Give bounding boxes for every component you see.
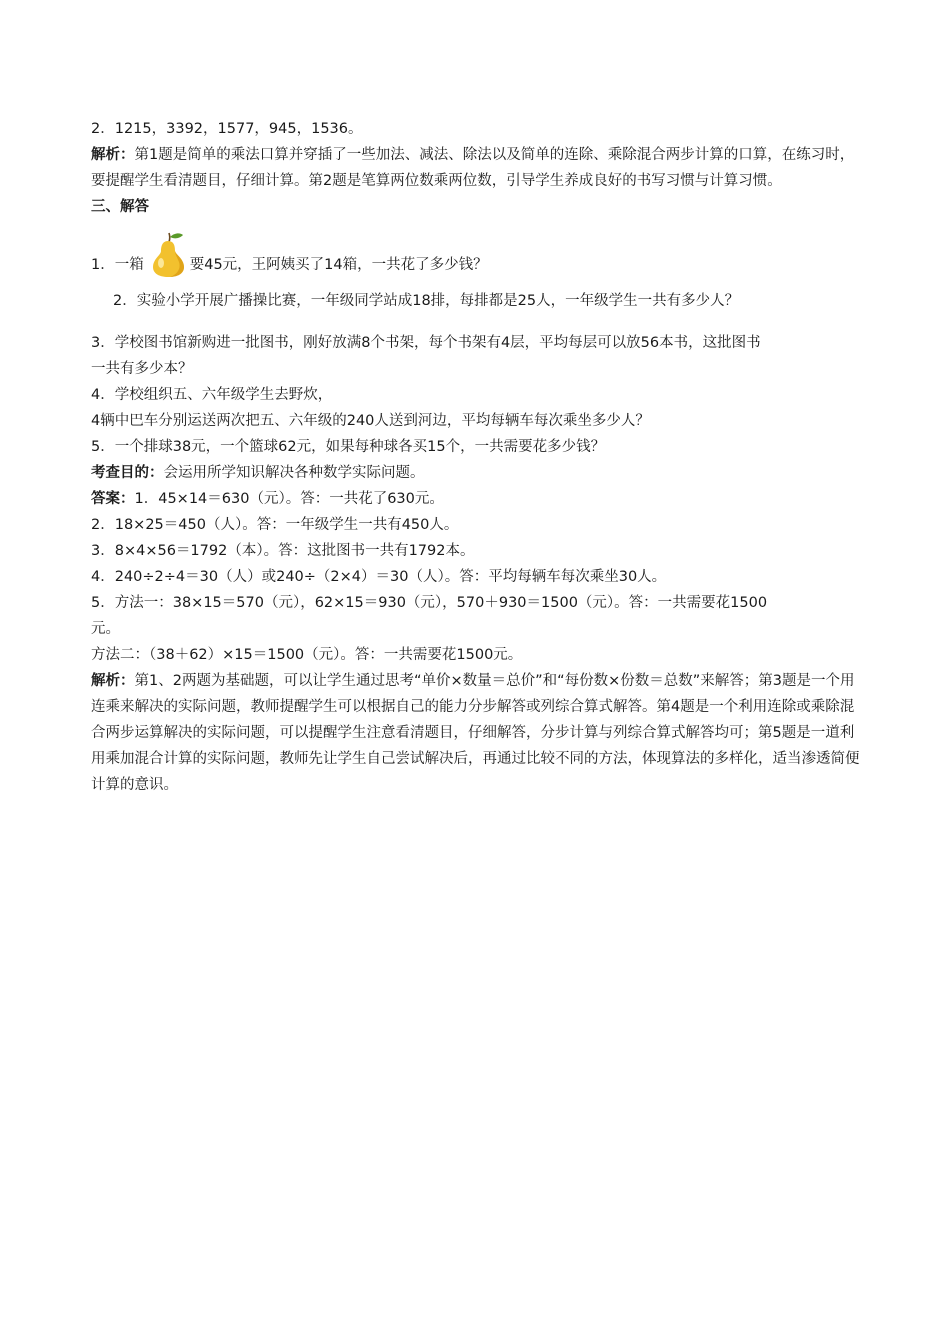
answer-5-method-2: 方法二：（38＋62）×15＝1500（元）。答：一共需要花1500元。 xyxy=(91,647,523,663)
answer-2: 2．18×25＝450（人）。答：一年级学生一共有450人。 xyxy=(91,517,459,533)
answer-3: 3．8×4×56＝1792（本）。答：这批图书一共有1792本。 xyxy=(91,543,475,559)
question-1 xyxy=(91,220,861,280)
pear-icon xyxy=(148,230,188,278)
section3-analysis xyxy=(91,668,861,798)
question-1-prefix: 1．一箱 xyxy=(91,257,144,273)
question-4-line-1: 4．学校组织五、六年级学生去野炊， xyxy=(91,387,333,403)
question-5: 5．一个排球38元，一个篮球62元，如果每种球各买15个，一共需要花多少钱？ xyxy=(91,439,606,455)
part2-analysis xyxy=(91,142,861,194)
purpose xyxy=(91,460,861,486)
question-3-line-2: 一共有多少本？ xyxy=(91,361,193,377)
question-3-line-1: 3．学校图书馆新购进一批图书，刚好放满8个书架，每个书架有4层，平均每层可以放56本书，这批图书 xyxy=(91,335,761,351)
analysis-label-2: 解析： xyxy=(91,673,135,689)
analysis-text-2: 第1、2两题为基础题，可以让学生通过思考“单价×数量＝总价”和“每份数×份数＝总数”来解答；第3题是一个用连乘来解决的实际问题，教师提醒学生可以根据自己的能力分步解答或列综合算式解答。第4题是一个利用连除或乘除混合两步运算解决的实际问题，可以提醒学生注意看清题目，仔细解答，分步计算与列综合算式解答均可；第5题是一道利用乘加混合计算的实际问题，教师先让学生自己尝试解决后，再通过比较不同的方法，体现算法的多样化，适当渗透简便计算的意识。 xyxy=(91,673,860,793)
purpose-text: 会运用所学知识解决各种数学实际问题。 xyxy=(163,465,425,481)
answer-5-line-1: 5．方法一：38×15＝570（元），62×15＝930（元），570＋930＝1500（元）。答：一共需要花1500 xyxy=(91,595,768,611)
purpose-label: 考查目的： xyxy=(91,465,164,481)
question-4-line-2: 4辆中巴车分别运送两次把五、六年级的240人送到河边，平均每辆车每次乘坐多少人？ xyxy=(91,413,650,429)
question-1-suffix: 要45元，王阿姨买了14箱，一共花了多少钱？ xyxy=(189,257,488,273)
question-2: 2．实验小学开展广播操比赛，一年级同学站成18排，每排都是25人，一年级学生一共有多少人？ xyxy=(113,293,740,309)
section-title: 三、解答 xyxy=(91,199,149,215)
q2-answer: 2．1215，3392，1577，945，1536。 xyxy=(91,121,363,137)
analysis-text: 第1题是简单的乘法口算并穿插了一些加法、减法、除法以及简单的连除、乘除混合两步计算的口算，在练习时，要提醒学生看清题目，仔细计算。第2题是笔算两位数乘两位数，引导学生养成良好的书写习惯与计算习惯。 xyxy=(91,147,855,189)
analysis-label: 解析： xyxy=(91,147,135,163)
document-page xyxy=(91,116,861,798)
answer-4: 4．240÷2÷4＝30（人）或240÷（2×4）＝30（人）。答：平均每辆车每次乘坐30人。 xyxy=(91,569,667,585)
answer-5-line-2: 元。 xyxy=(91,621,120,637)
answer-1-text: 1．45×14＝630（元）。答：一共花了630元。 xyxy=(134,491,444,507)
answer-1 xyxy=(91,486,861,512)
answer-label: 答案： xyxy=(91,491,135,507)
